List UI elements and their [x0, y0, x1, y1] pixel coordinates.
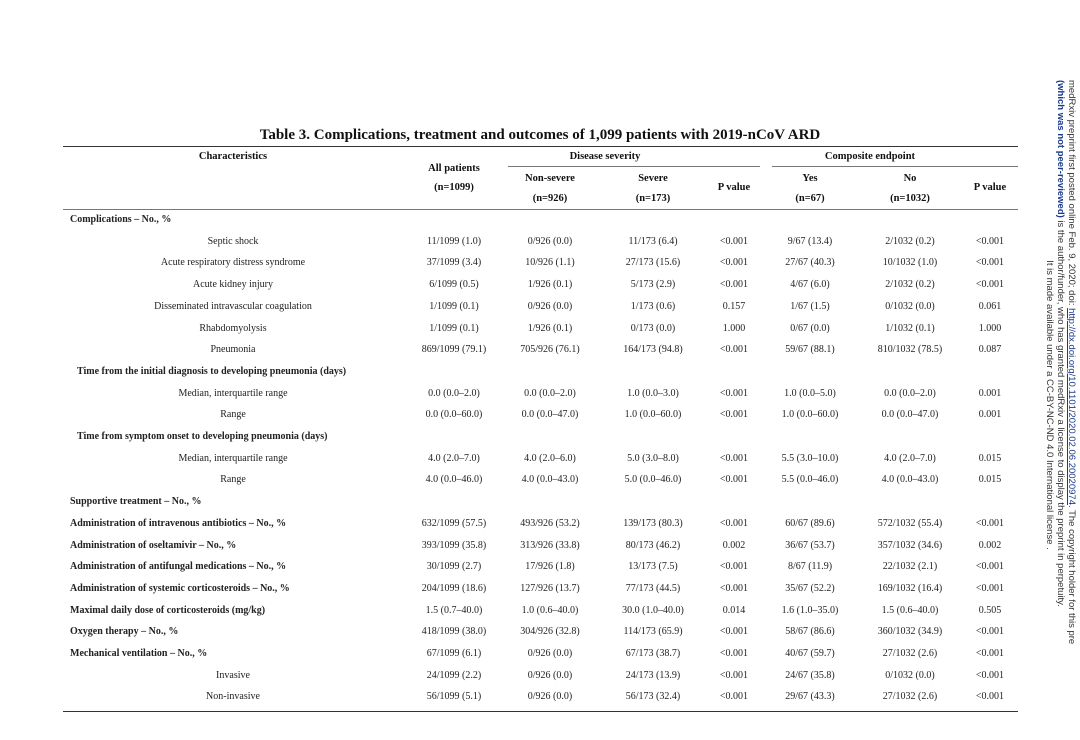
table-cell: 4.0 (0.0–43.0): [881, 474, 939, 486]
table-cell: 6/1099 (0.5): [429, 279, 479, 291]
row-label: Acute respiratory distress syndrome: [160, 257, 306, 269]
table-cell: <0.001: [719, 279, 749, 291]
table-cell: 869/1099 (79.1): [421, 344, 487, 356]
table-row: [63, 516, 1018, 536]
header-severe-n: (n=173): [635, 193, 671, 204]
table-cell: <0.001: [719, 452, 749, 464]
table-cell: 1.000: [722, 322, 746, 334]
row-label: Non-invasive: [206, 691, 260, 703]
table-cell: <0.001: [975, 257, 1005, 269]
table-cell: 5.0 (3.0–8.0): [627, 452, 679, 464]
table-cell: 632/1099 (57.5): [421, 517, 487, 529]
table-cell: <0.001: [975, 235, 1005, 247]
table-cell: 0/926 (0.0): [527, 648, 573, 659]
table-cell: 22/1032 (2.1): [882, 561, 938, 573]
table-cell: 27/1032 (2.6): [882, 691, 938, 703]
table-cell: <0.001: [719, 669, 749, 681]
table-cell: <0.001: [975, 561, 1005, 573]
table-cell: 0.0 (0.0–2.0): [428, 387, 480, 399]
row-label: Oxygen therapy – No., %: [70, 626, 179, 638]
table-cell: 204/1099 (18.6): [421, 582, 487, 594]
table-row: [63, 451, 1018, 471]
header-non-severe: Non-severe: [525, 173, 575, 184]
table-cell: 56/1099 (5.1): [426, 691, 482, 703]
table-cell: 1/926 (0.1): [527, 279, 573, 291]
table-cell: 10/1032 (1.0): [882, 257, 938, 269]
header-bottom-rule: [63, 209, 1018, 210]
table-cell: 1.0 (0.0–60.0): [624, 409, 682, 421]
sidebar-line-2: [1055, 80, 1066, 730]
table-cell: 1/173 (0.6): [630, 300, 676, 312]
table-cell: 37/1099 (3.4): [426, 257, 482, 269]
table-cell: 27/173 (15.6): [625, 257, 681, 269]
table-cell: 40/67 (59.7): [785, 648, 835, 659]
table-cell: 1/926 (0.1): [527, 322, 573, 334]
table-cell: 572/1032 (55.4): [877, 517, 943, 529]
table-cell: 77/173 (44.5): [625, 582, 681, 594]
table-cell: 0/173 (0.0): [630, 322, 676, 334]
table-cell: 1.6 (1.0–35.0): [781, 604, 839, 616]
table-row: [63, 364, 1018, 384]
row-label: Rhabdomyolysis: [199, 322, 267, 334]
header-p-value-1: P value: [717, 182, 751, 193]
table-cell: 59/67 (88.1): [785, 344, 835, 356]
table-row: [63, 234, 1018, 254]
table-cell: <0.001: [719, 648, 749, 659]
table-cell: 418/1099 (38.0): [421, 626, 487, 638]
table-cell: 27/67 (40.3): [785, 257, 835, 269]
table-row: [63, 624, 1018, 644]
table-row: [63, 668, 1018, 688]
table-cell: 5.0 (0.0–46.0): [624, 474, 682, 486]
table-cell: <0.001: [719, 387, 749, 399]
table-row: [63, 342, 1018, 362]
table-cell: <0.001: [975, 669, 1005, 681]
table-row: [63, 494, 1018, 514]
table-cell: 10/926 (1.1): [525, 257, 575, 269]
table-cell: 24/67 (35.8): [785, 669, 835, 681]
table-cell: 56/173 (32.4): [625, 691, 681, 703]
table-cell: <0.001: [975, 691, 1005, 703]
table-cell: 1.000: [978, 322, 1002, 334]
table-cell: 67/1099 (6.1): [426, 648, 482, 659]
header-composite-endpoint: Composite endpoint: [824, 151, 916, 162]
table-cell: 357/1032 (34.6): [877, 539, 943, 551]
table-cell: <0.001: [719, 626, 749, 638]
table-cell: 164/173 (94.8): [623, 344, 683, 356]
table-cell: 0.061: [978, 300, 1002, 312]
table-row: [63, 299, 1018, 319]
table-cell: 67/173 (38.7): [625, 648, 681, 659]
table-cell: 0.0 (0.0–47.0): [881, 409, 939, 421]
table-cell: <0.001: [975, 279, 1005, 291]
table-cell: <0.001: [975, 626, 1005, 638]
table-cell: 393/1099 (35.8): [421, 539, 487, 551]
table-row: [63, 212, 1018, 232]
preprint-sidebar: [1020, 60, 1075, 740]
table-cell: 0.002: [722, 539, 746, 551]
row-label: Administration of intravenous antibiotics – No., %: [70, 517, 287, 529]
table-cell: 304/926 (32.8): [520, 626, 580, 638]
header-yes-n: (n=67): [795, 193, 825, 204]
sidebar-line-1-text: medRxiv preprint first posted online Feb. 9, 2020; doi:: [1066, 80, 1077, 309]
table-cell: 1.0 (0.0–5.0): [784, 387, 836, 399]
table-cell: 0.087: [978, 344, 1002, 356]
table-cell: 13/173 (7.5): [628, 561, 678, 573]
table-bottom-rule: [63, 711, 1018, 712]
row-label: Acute kidney injury: [193, 279, 273, 291]
row-label: Administration of systemic corticosteroids – No., %: [70, 582, 290, 594]
table-cell: 27/1032 (2.6): [882, 648, 938, 659]
table-cell: 11/173 (6.4): [628, 235, 678, 247]
table-top-rule: [63, 146, 1018, 147]
table-cell: 0/1032 (0.0): [885, 669, 935, 681]
header-non-severe-n: (n=926): [532, 193, 568, 204]
row-label: Time from symptom onset to developing pneumonia (days): [77, 431, 328, 442]
row-label: Median, interquartile range: [178, 452, 288, 464]
table-cell: 0.015: [978, 474, 1002, 486]
table-cell: 30/1099 (2.7): [426, 561, 482, 573]
sidebar-line-1: [1066, 80, 1077, 730]
header-all-patients: All patients: [428, 163, 480, 174]
table-cell: 4.0 (2.0–7.0): [428, 452, 480, 464]
table-row: [63, 407, 1018, 427]
table-row: [63, 559, 1018, 579]
table-cell: 0/67 (0.0): [790, 322, 830, 334]
table-cell: 0.015: [978, 452, 1002, 464]
table-cell: <0.001: [975, 648, 1005, 659]
row-label: Pneumonia: [210, 344, 256, 356]
table-cell: 4.0 (0.0–46.0): [425, 474, 483, 486]
row-label: Complications – No., %: [70, 214, 172, 225]
table-cell: <0.001: [719, 409, 749, 421]
table-cell: 2/1032 (0.2): [885, 235, 935, 247]
sidebar-line-3: It is made available under a CC-BY-NC-ND 4.0 International license .: [1044, 260, 1055, 550]
table-cell: 0.0 (0.0–2.0): [524, 387, 576, 399]
table-cell: 1.0 (0.0–3.0): [627, 387, 679, 399]
table-cell: 0.001: [978, 409, 1002, 421]
table-cell: 0.002: [978, 539, 1002, 551]
row-label: Administration of antifungal medications – No., %: [70, 561, 287, 573]
sidebar-line-2-bold: (which was not peer-reviewed): [1055, 80, 1066, 218]
table-cell: 1/1099 (0.1): [429, 322, 479, 334]
table-cell: 1/1032 (0.1): [885, 322, 935, 334]
table-row: [63, 429, 1018, 449]
table-cell: 0.0 (0.0–47.0): [521, 409, 579, 421]
row-label: Administration of oseltamivir – No., %: [70, 539, 237, 551]
row-label: Supportive treatment – No., %: [70, 496, 202, 508]
table-row: [63, 646, 1018, 666]
header-yes: Yes: [802, 173, 818, 184]
table-cell: 8/67 (11.9): [787, 561, 833, 573]
header-severe: Severe: [638, 173, 668, 184]
row-label: Median, interquartile range: [178, 387, 288, 399]
table-cell: 0.0 (0.0–60.0): [425, 409, 483, 421]
table-cell: 114/173 (65.9): [623, 626, 683, 638]
table-cell: 35/67 (52.2): [785, 582, 835, 594]
table-cell: 1.0 (0.6–40.0): [521, 604, 579, 616]
table-title: Table 3. Complications, treatment and outcomes of 1,099 patients with 2019-nCoV ARD: [259, 127, 821, 143]
table-cell: 4.0 (0.0–43.0): [521, 474, 579, 486]
table-cell: 24/1099 (2.2): [426, 669, 482, 681]
composite-endpoint-rule: [772, 166, 1018, 167]
table-cell: 360/1032 (34.9): [877, 626, 943, 638]
table-cell: 0.157: [722, 300, 746, 312]
table-cell: <0.001: [719, 474, 749, 486]
table-row: [63, 255, 1018, 275]
row-label: Maximal daily dose of corticosteroids (mg/kg): [70, 604, 266, 616]
table-cell: 1.0 (0.0–60.0): [781, 409, 839, 421]
table-cell: 0.001: [978, 387, 1002, 399]
table-cell: 29/67 (43.3): [785, 691, 835, 703]
table-cell: 0.0 (0.0–2.0): [884, 387, 936, 399]
table-cell: 0/926 (0.0): [527, 300, 573, 312]
table-row: [63, 472, 1018, 492]
table-cell: 9/67 (13.4): [787, 235, 833, 247]
table-cell: 1/1099 (0.1): [429, 300, 479, 312]
row-label: Disseminated intravascular coagulation: [154, 300, 312, 312]
table-cell: <0.001: [975, 582, 1005, 594]
sidebar-line-2-rest: is the author/funder, who has granted medRxiv a license to display the preprint in perpetuity.: [1055, 217, 1066, 607]
table-cell: 5.5 (0.0–46.0): [781, 474, 839, 486]
table-cell: <0.001: [719, 582, 749, 594]
table-cell: 810/1032 (78.5): [877, 344, 943, 356]
header-no: No: [903, 173, 917, 184]
table-cell: <0.001: [719, 561, 749, 573]
table-row: [63, 277, 1018, 297]
table-cell: 1/67 (1.5): [790, 300, 830, 312]
table-cell: 58/67 (86.6): [785, 626, 835, 638]
table-row: [63, 321, 1018, 341]
row-label: Invasive: [216, 669, 250, 681]
table-cell: 1.5 (0.7–40.0): [425, 604, 483, 616]
table-cell: 127/926 (13.7): [520, 582, 580, 594]
table-cell: <0.001: [719, 517, 749, 529]
table-cell: 80/173 (46.2): [625, 539, 681, 551]
table-cell: 4/67 (6.0): [790, 279, 830, 291]
table-cell: 5.5 (3.0–10.0): [781, 452, 839, 464]
table-row: [63, 538, 1018, 558]
table-cell: 1.5 (0.6–40.0): [881, 604, 939, 616]
table-cell: 36/67 (53.7): [785, 539, 835, 551]
header-no-n: (n=1032): [890, 193, 930, 204]
table-row: [63, 689, 1018, 709]
table-cell: 5/173 (2.9): [630, 279, 676, 291]
table-cell: 0.014: [722, 604, 746, 616]
table-cell: 0.505: [978, 604, 1002, 616]
table-cell: 60/67 (89.6): [785, 517, 835, 529]
table-cell: <0.001: [975, 517, 1005, 529]
sidebar-line-1-tail: . The copyright holder for this pre: [1066, 504, 1077, 645]
table-cell: 313/926 (33.8): [520, 539, 580, 551]
row-label: Range: [220, 409, 246, 421]
table-cell: 0/1032 (0.0): [885, 300, 935, 312]
disease-severity-rule: [508, 166, 760, 167]
table-cell: <0.001: [719, 691, 749, 703]
table-cell: 0/926 (0.0): [527, 235, 573, 247]
table-cell: 139/173 (80.3): [623, 517, 683, 529]
table-cell: 17/926 (1.8): [525, 561, 575, 573]
doi-link[interactable]: http://dx.doi.org/10.1101/2020.02.06.20020974: [1066, 308, 1077, 505]
table-cell: 493/926 (53.2): [520, 517, 580, 529]
table-cell: 4.0 (2.0–7.0): [884, 452, 936, 464]
table-cell: <0.001: [719, 235, 749, 247]
table-row: [63, 603, 1018, 623]
header-disease-severity: Disease severity: [569, 151, 641, 162]
table-cell: 11/1099 (1.0): [426, 235, 482, 247]
table-row: [63, 386, 1018, 406]
row-label: Mechanical ventilation – No., %: [70, 648, 208, 659]
header-p-value-2: P value: [973, 182, 1007, 193]
table-row: [63, 581, 1018, 601]
preprint-sidebar-text: [1044, 80, 1077, 730]
table-cell: 4.0 (2.0–6.0): [524, 452, 576, 464]
header-characteristics: Characteristics: [198, 151, 268, 162]
table-cell: 705/926 (76.1): [520, 344, 580, 356]
table-cell: 0/926 (0.0): [527, 691, 573, 703]
row-label: Septic shock: [207, 235, 259, 247]
table-cell: 0/926 (0.0): [527, 669, 573, 681]
table-cell: 2/1032 (0.2): [885, 279, 935, 291]
table-cell: 169/1032 (16.4): [877, 582, 943, 594]
table-cell: <0.001: [719, 257, 749, 269]
table-cell: <0.001: [719, 344, 749, 356]
table-cell: 24/173 (13.9): [625, 669, 681, 681]
row-label: Time from the initial diagnosis to developing pneumonia (days): [77, 365, 347, 377]
header-all-patients-n: (n=1099): [434, 182, 474, 193]
row-label: Range: [220, 474, 246, 486]
table-cell: 30.0 (1.0–40.0): [622, 604, 684, 616]
